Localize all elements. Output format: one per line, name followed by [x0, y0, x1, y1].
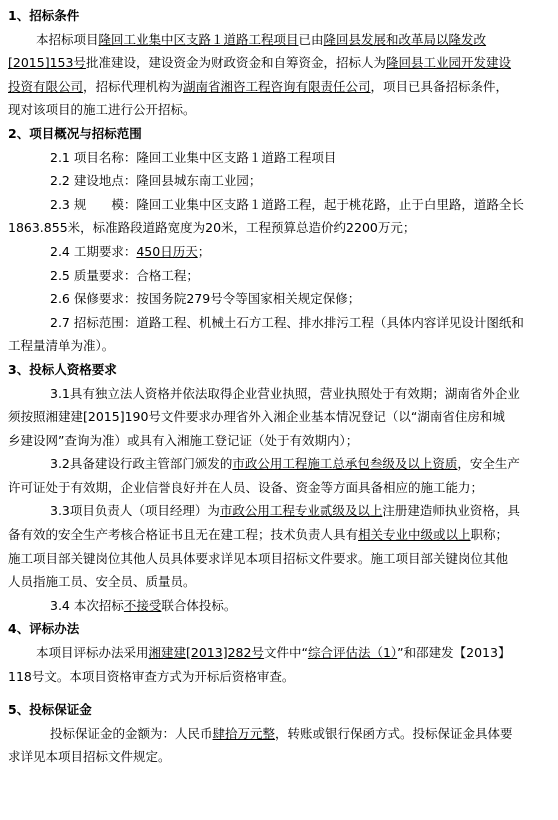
item-2-6: 2.6 保修要求：按国务院279号令等国家相关规定保修；	[50, 291, 361, 307]
req-3-4	[8, 594, 544, 618]
text: 3.3项目负责人（项目经理）为	[50, 503, 220, 519]
section-4-heading: 4、评标办法	[8, 621, 80, 637]
section-5-heading: 5、投标保证金	[8, 702, 92, 718]
text: 3.4 本次招标	[50, 597, 124, 613]
item-2-4	[8, 240, 544, 264]
project-name: 隆回工业集中区支路１道路工程项目	[98, 31, 299, 47]
section-1-line-3	[8, 75, 544, 99]
text: 联合体投标。	[161, 597, 237, 613]
section-4-line-2: 118号文。本项目资格审查方式为开标后资格审查。	[8, 668, 295, 684]
item-2-3-cont: 1863.855米，标准路段道路宽度为20米，工程预算总造价约2200万元；	[8, 220, 416, 236]
req-3-3-line-4: 人员指施工员、安全员、质量员。	[8, 574, 196, 590]
constructor-grade: 市政公用工程专业贰级及以上	[219, 503, 383, 519]
tenderer-name-cont: 投资有限公司	[8, 78, 84, 94]
text: 注册建造师执业资格，具	[382, 503, 520, 519]
document-number: 湘建建[2013]282号	[148, 645, 264, 661]
spacer	[8, 688, 544, 698]
req-3-1-line-3: 乡建设网”查询为准）或具有入湘施工登记证（处于有效期内）；	[8, 432, 359, 448]
agency-name: 湖南省湘咨工程咨询有限责任公司	[183, 78, 371, 94]
qualification: 市政公用工程施工总承包叁级及以上资质	[232, 456, 458, 472]
text: ，安全生产	[457, 456, 520, 472]
req-3-1-line-2: 须按照湘建建[2015]190号文件要求办理省外入湘企业基本情况登记（以“湖南省住房和城	[8, 409, 505, 425]
tenderer-name: 隆回县工业园开发建设	[385, 55, 511, 71]
item-2-3: 2.3 规 模：隆回工业集中区支路１道路工程，起于桃花路，止于白里路，道路全长	[50, 196, 524, 212]
section-5-line-1	[8, 722, 544, 746]
req-3-3-line-1	[8, 499, 544, 523]
text: 职称；	[470, 527, 509, 543]
section-1-line-4: 现对该项目的施工进行公开招标。	[8, 102, 196, 118]
text: ；	[197, 243, 211, 259]
req-3-3-line-3: 施工项目部关键岗位其他人员具体要求详见本项目招标文件要求。施工项目部关键岗位其他	[8, 550, 509, 566]
req-3-2-line-1	[8, 452, 544, 476]
req-3-3-line-2	[8, 523, 544, 547]
item-2-5: 2.5 质量要求：合格工程；	[50, 267, 199, 283]
deposit-amount: 肆拾万元整	[212, 725, 276, 741]
approval-number: [2015]153号	[8, 55, 86, 71]
req-3-1-line-1: 3.1具有独立法人资格并依法取得企业营业执照，营业执照处于有效期；湖南省外企业	[50, 385, 520, 401]
section-2-heading: 2、项目概况与招标范围	[8, 125, 142, 141]
section-4-line-1	[8, 641, 544, 665]
title-level: 相关专业中级或以上	[358, 527, 471, 543]
text: ，项目已具备招标条件，	[370, 78, 509, 94]
text: 本招标项目	[36, 31, 99, 47]
section-3-heading: 3、投标人资格要求	[8, 361, 117, 377]
item-2-2: 2.2 建设地点：隆回县城东南工业园；	[50, 173, 262, 189]
item-2-7: 2.7 招标范围：道路工程、机械土石方工程、排水排污工程（具体内容详见设计图纸和	[50, 314, 524, 330]
req-3-2-line-2: 许可证处于有效期，企业信誉良好并在人员、设备、资金等方面具备相应的施工能力；	[8, 479, 484, 495]
text: ，招标代理机构为	[83, 78, 184, 94]
not-accepted: 不接受	[123, 597, 162, 613]
text: 备有效的安全生产考核合格证书且无在建工程；技术负责人具有	[8, 527, 359, 543]
item-2-1: 2.1 项目名称：隆回工业集中区支路１道路工程项目	[50, 149, 337, 165]
section-1-heading: 1、招标条件	[8, 8, 80, 23]
text: 已由	[298, 31, 324, 47]
section-1-line-1	[8, 28, 544, 52]
section-1-line-2	[8, 51, 544, 75]
text: 本项目评标办法采用	[36, 645, 149, 661]
text: 2.4 工期要求：	[50, 243, 137, 259]
item-2-7-cont: 工程量清单为准）。	[8, 338, 115, 354]
duration: 450日历天	[136, 243, 198, 259]
text: ，转账或银行保函方式。投标保证金具体要	[275, 725, 513, 741]
section-5-line-2: 求详见本项目招标文件规定。	[8, 749, 171, 765]
evaluation-method: 综合评估法（1）	[307, 645, 398, 661]
text: 文件中“	[263, 645, 308, 661]
text: 投标保证金的金额为：人民币	[50, 725, 213, 741]
text: 3.2具备建设行政主管部门颁发的	[50, 456, 233, 472]
text: ”和邵建发【2013】	[397, 645, 511, 661]
text: 批准建设，建设资金为财政资金和自筹资金，招标人为	[85, 55, 386, 71]
approval-authority: 隆回县发展和改革局以隆发改	[323, 31, 487, 47]
